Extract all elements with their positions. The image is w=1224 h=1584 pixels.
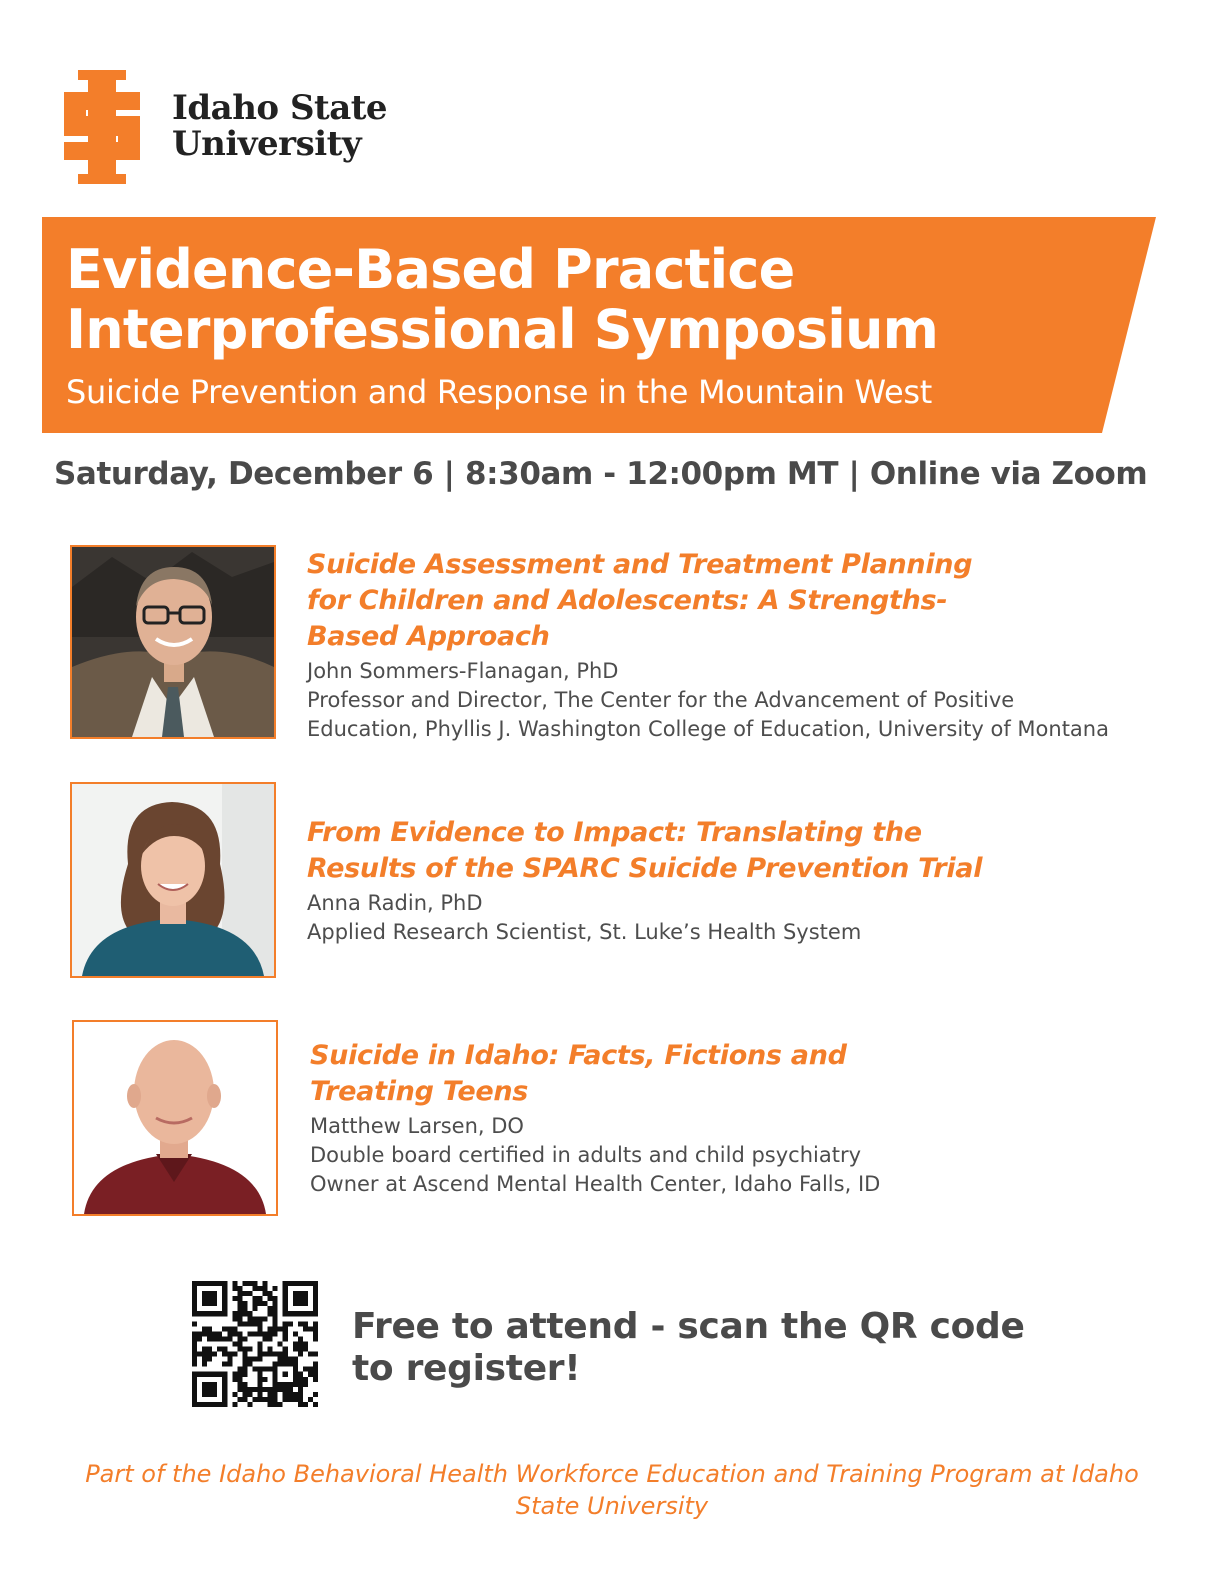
talk-item [307,815,1187,947]
speaker-photo [70,782,276,978]
university-name: Idaho State University [172,88,388,164]
event-subtitle: Suicide Prevention and Response in the Mountain West [66,373,932,411]
talk-title: Suicide in Idaho: Facts, Fictions and Treating Teens [310,1040,847,1107]
talk-item [307,547,1187,744]
program-footer: Part of the Idaho Behavioral Health Workforce Education and Training Program at Idaho State University [85,1460,1139,1520]
event-details: Saturday, December 6 | 8:30am - 12:00pm MT | Online via Zoom [54,456,1148,492]
speaker-photo [70,545,276,739]
speaker-role: Owner at Ascend Mental Health Center, Idaho Falls, ID [310,1172,881,1196]
talk-title: From Evidence to Impact: Translating the Results of the SPARC Suicide Prevention Trial [307,817,983,884]
registration-cta: Free to attend - scan the QR code to register! [352,1306,1025,1389]
speaker-name: John Sommers-Flanagan, PhD [307,659,619,683]
speaker-role: Double board certified in adults and child psychiatry [310,1143,862,1167]
talk-title: Suicide Assessment and Treatment Planning for Children and Adolescents: A Strengths-Based Approach [307,549,973,652]
speaker-role: Education, Phyllis J. Washington College of Education, University of Montana [307,717,1109,741]
talk-item [310,1038,1190,1199]
speaker-name: Matthew Larsen, DO [310,1114,524,1138]
qr-code-icon[interactable] [192,1281,318,1407]
speaker-role: Applied Research Scientist, St. Luke’s Health System [307,920,862,944]
speaker-photo [72,1020,278,1216]
speaker-role: Professor and Director, The Center for the Advancement of Positive [307,688,1015,712]
speaker-name: Anna Radin, PhD [307,891,483,915]
event-title: Evidence-Based Practice Interprofessional Symposium [66,238,939,361]
isu-logo-icon [64,70,140,184]
